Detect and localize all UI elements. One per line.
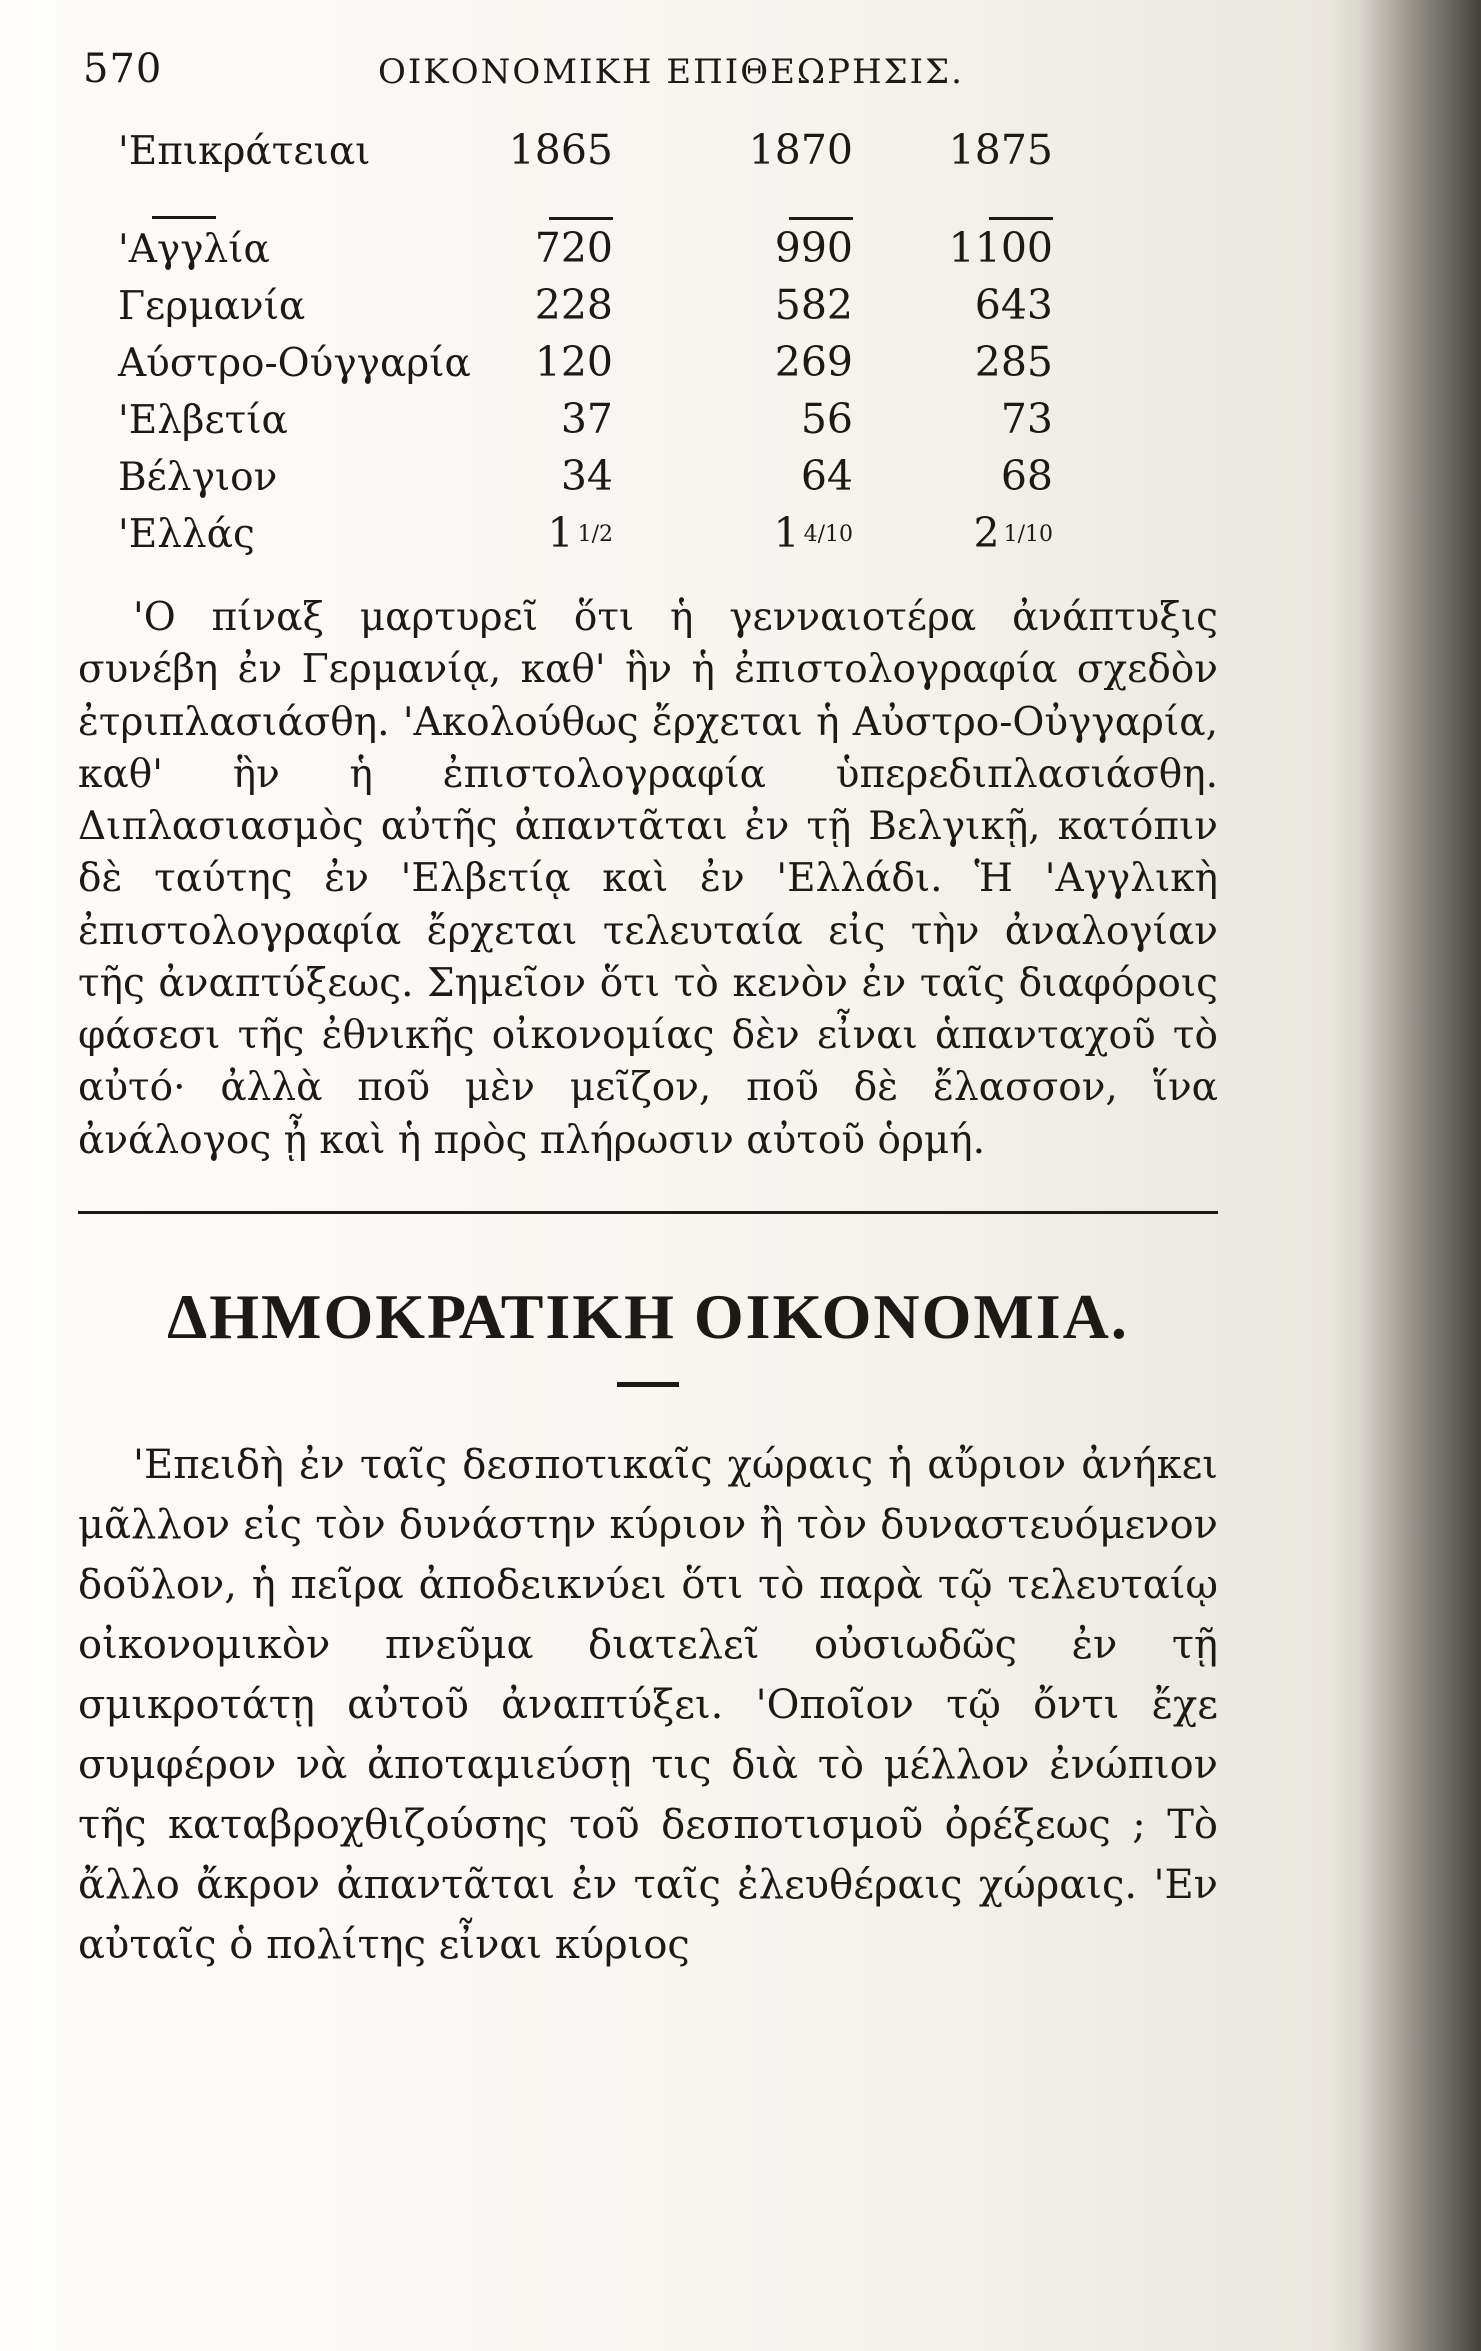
text-column: [78, 40, 1218, 1975]
journal-title: ΟΙΚΟΝΟΜΙΚΗ ΕΠΙΘΕΩΡΗΣΙΣ.: [378, 52, 964, 92]
statistics-table: [118, 126, 1218, 566]
section-title: ΔΗΜΟΚΡΑΤΙΚΗ ΟΙΚΟΝΟΜΙΑ.: [167, 1280, 1129, 1352]
table-row: [118, 452, 1218, 509]
section-rule: [78, 1211, 1218, 1214]
country-cell: Αύστρο-Ούγγαρία: [118, 341, 471, 386]
fraction: 1/2: [577, 522, 613, 547]
table-row: [118, 281, 1218, 338]
value-cell: 1100: [948, 224, 1053, 272]
country-cell: 'Αγγλία: [118, 227, 270, 272]
value-cell: 990: [774, 224, 853, 272]
value-cell: 73: [1000, 395, 1053, 443]
table-row: [118, 509, 1218, 566]
value-cell: [853, 509, 1053, 557]
commentary-paragraph: 'Ο πίναξ μαρτυρεῖ ὅτι ἡ γενναιοτέρα ἀνάπτυξις συνέβη ἐν Γερμανίᾳ, καθ' ἣν ἡ ἐπιστολογραφία σχεδὸν ἐτριπλασιάσθη. 'Ακολούθως ἔρχεται ἡ Αὐστρο-Οὐγγαρία, καθ' ἣν ἡ ἐπιστολογραφία ὑπερεδιπλασιάσθη. Διπλασιασμὸς αὐτῆς ἀπαντᾶται ἐν τῇ Βελγικῇ, κατόπιν δὲ ταύτης ἐν 'Ελβετίᾳ καὶ ἐν 'Ελλάδι. Ἡ 'Αγγλικὴ ἐπιστολογραφία ἔρχεται τελευταία εἰς τὴν ἀναλογίαν τῆς ἀναπτύξεως. Σημεῖον ὅτι τὸ κενὸν ἐν ταῖς διαφόροις φάσεσι τῆς ἐθνικῆς οἰκονομίας δὲν εἶναι ἁπανταχοῦ τὸ αὐτό· ἀλλὰ ποῦ μὲν μεῖζον, ποῦ δὲ ἔλασσον, ἵνα ἀνάλογος ᾖ καὶ ἡ πρὸς πλήρωσιν αὐτοῦ ὁρμή.: [78, 595, 1218, 1163]
whole-number: 1: [773, 509, 800, 557]
title-ornament-rule: [617, 1382, 679, 1387]
value-cell: 120: [534, 338, 613, 386]
page-number: 570: [83, 46, 163, 92]
header-1870: 1870: [748, 126, 853, 174]
fraction: 1/10: [1003, 522, 1053, 547]
country-cell: 'Ελβετία: [118, 398, 288, 443]
value-cell: 64: [800, 452, 853, 500]
header-1865: 1865: [508, 126, 613, 174]
table-header-row: [118, 126, 1218, 188]
body-paragraph: 'Επειδὴ ἐν ταῖς δεσποτικαῖς χώραις ἡ αὔριον ἀνήκει μᾶλλον εἰς τὸν δυνάστην κύριον ἢ τὸν δυναστευόμενον δοῦλον, ἡ πεῖρα ἀποδεικνύει ὅτι τὸ παρὰ τῷ τελευταίῳ οἰκονομικὸν πνεῦμα διατελεῖ οὐσιωδῶς ἐν τῇ σμικροτάτῃ αὐτοῦ ἀναπτύξει. 'Οποῖον τῷ ὄντι ἔχε συμφέρον νὰ ἀποταμιεύσῃ τις διὰ τὸ μέλλον ἐνώπιον τῆς καταβροχθιζούσης τοῦ δεσποτισμοῦ ὀρέξεως ; Τὸ ἄλλο ἄκρον ἀπαντᾶται ἐν ταῖς ἐλευθέραις χώραις. 'Εν αὐταῖς ὁ πολίτης εἶναι κύριος: [78, 1441, 1218, 1968]
value-cell: 582: [774, 281, 853, 329]
value-cell: 37: [560, 395, 613, 443]
header-country: 'Επικράτειαι: [118, 129, 371, 174]
table-row: [118, 224, 1218, 281]
dash-divider: [152, 216, 216, 219]
table-row: [118, 395, 1218, 452]
fraction: 4/10: [803, 522, 853, 547]
dash-divider: [989, 217, 1053, 220]
value-cell: 269: [774, 338, 853, 386]
value-cell: 56: [800, 395, 853, 443]
page-gutter-shadow: [1331, 0, 1481, 2351]
whole-number: 1: [547, 509, 574, 557]
value-cell: 68: [1000, 452, 1053, 500]
value-cell: [478, 509, 613, 557]
value-cell: 228: [534, 281, 613, 329]
country-cell: Βέλγιον: [118, 455, 278, 500]
whole-number: 2: [973, 509, 1000, 557]
value-cell: 34: [560, 452, 613, 500]
value-cell: 643: [974, 281, 1053, 329]
table-dash-row: [118, 188, 1218, 224]
country-cell: Γερμανία: [118, 284, 306, 329]
dash-divider: [549, 217, 613, 220]
table-row: [118, 338, 1218, 395]
value-cell: 285: [974, 338, 1053, 386]
dash-divider: [789, 217, 853, 220]
running-head: [78, 40, 1218, 100]
value-cell: 720: [534, 224, 613, 272]
header-1875: 1875: [948, 126, 1053, 174]
value-cell: [613, 509, 853, 557]
country-cell: 'Ελλάς: [118, 512, 255, 557]
